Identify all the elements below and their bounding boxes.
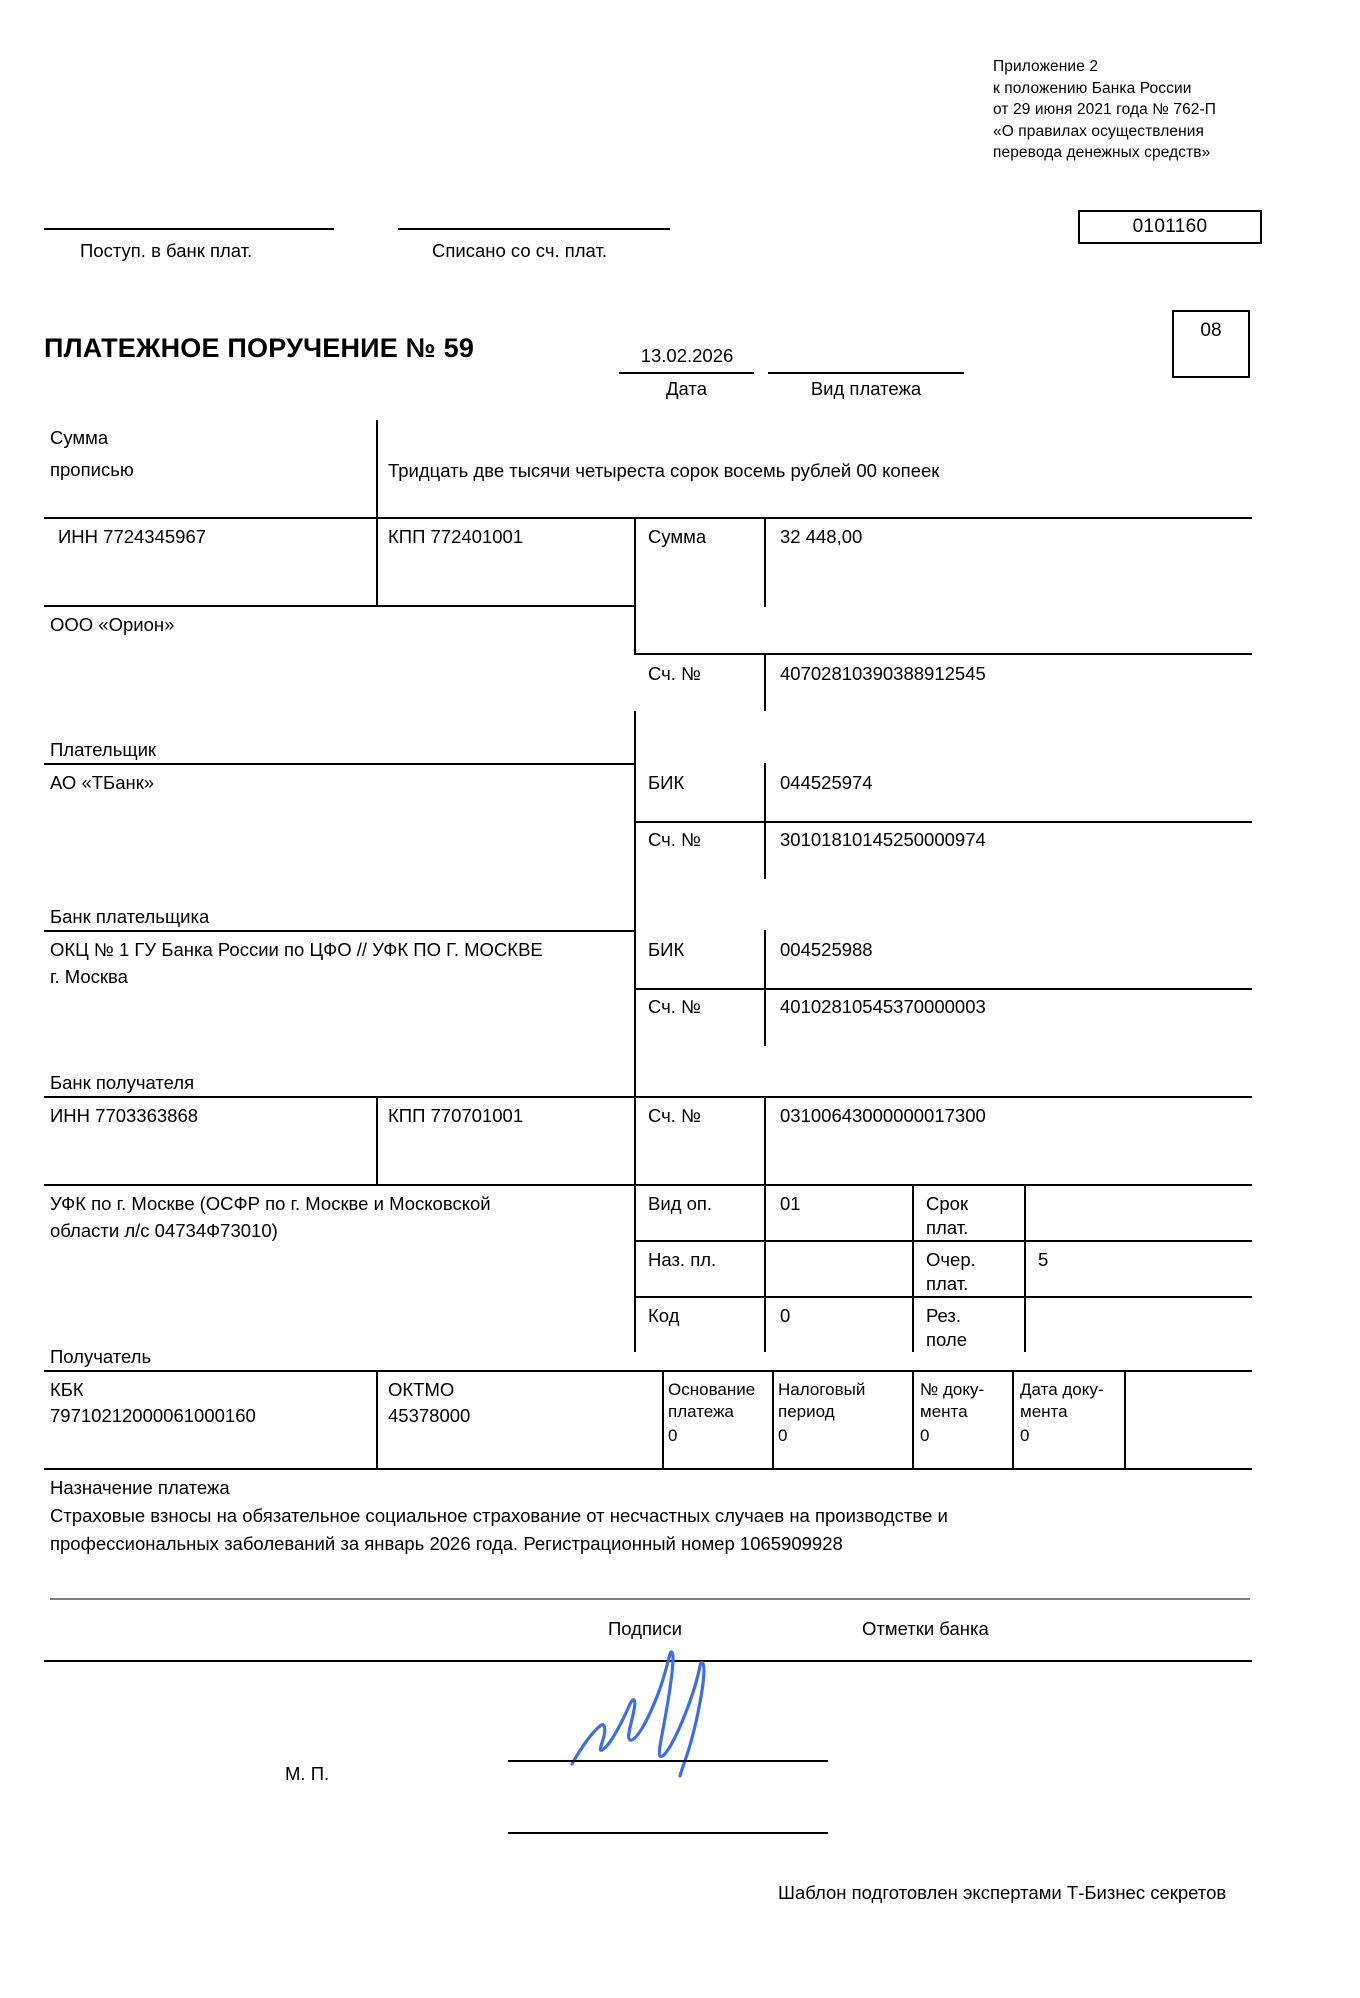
payee-section-label: Получатель [50, 1346, 152, 1367]
operation-grid-left-border [634, 1184, 636, 1352]
code-label: Код [648, 1305, 680, 1326]
regulation-line-4: «О правилах осуществления [993, 122, 1205, 140]
payee-kpp-account-divider [634, 1096, 636, 1184]
payer-bank-bic-value: 044525974 [780, 772, 873, 793]
payment-purpose-label: Назначение платежа [50, 1477, 230, 1498]
payment-kind-rule [768, 372, 964, 374]
payment-queue-value: 5 [1038, 1249, 1049, 1270]
payee-inn-kpp-divider [376, 1096, 378, 1184]
operation-grid-top-rule [634, 1184, 1252, 1186]
regulation-line-5: перевода денежных средств» [993, 144, 1211, 161]
operation-kind-label: Вид оп. [648, 1193, 713, 1214]
payer-bank-section-label: Банк плательщика [50, 906, 210, 927]
operation-term-left-divider [912, 1184, 914, 1352]
payment-purpose-code-label: Наз. пл. [648, 1249, 717, 1270]
payee-bank-bic-left-divider [634, 930, 636, 988]
payee-bank-account-divider [764, 988, 766, 1046]
period-docnum-divider [912, 1370, 914, 1468]
payee-bank-section-label: Банк получателя [50, 1072, 195, 1093]
received-in-bank-rule [44, 228, 334, 230]
amount-words-divider [376, 420, 378, 517]
operation-row2-rule-right [912, 1240, 1252, 1242]
payer-bank-account-rule [634, 821, 1252, 823]
debited-from-account-rule [398, 228, 670, 230]
payer-bank-account-label: Сч. № [648, 829, 701, 850]
payment-purpose-code-divider [764, 1240, 766, 1296]
docdate-extra-divider [1124, 1370, 1126, 1468]
document-date-label-line2: мента [1020, 1402, 1068, 1421]
signatures-label: Подписи [608, 1618, 682, 1639]
payer-section-divider [634, 711, 636, 763]
regulation-line-2: к положению Банка России [993, 79, 1192, 97]
signature-area-rule [44, 1660, 1252, 1662]
amount-label-value-divider [764, 517, 766, 607]
payer-bank-account-value: 30101810145250000974 [780, 829, 986, 850]
regulation-line-3: от 29 июня 2021 года № 762-П [993, 101, 1217, 118]
payer-bank-account-left-divider [634, 821, 636, 879]
amount-value: 32 448,00 [780, 526, 863, 547]
document-number-label-line2: мента [920, 1402, 968, 1421]
amount-words-label-line2: прописью [50, 459, 134, 480]
payer-section-rule [44, 763, 634, 765]
payee-inn: ИНН 7703363868 [50, 1105, 199, 1126]
bank-marks-label: Отметки банка [862, 1618, 989, 1639]
payment-kind-label: Вид платежа [810, 378, 922, 399]
code-value: 0 [780, 1305, 791, 1326]
docnum-docdate-divider [1012, 1370, 1014, 1468]
oktmo-basis-divider [662, 1370, 664, 1468]
reserve-field-label-line1: Рез. [926, 1305, 962, 1326]
amount-in-words-value: Тридцать две тысячи четыреста сорок восемь рублей 00 копеек [388, 460, 940, 481]
payee-name-rule [44, 1184, 634, 1186]
page-title: ПЛАТЕЖНОЕ ПОРУЧЕНИЕ № 59 [44, 333, 475, 363]
payment-queue-label-line2: плат. [926, 1273, 969, 1294]
payer-section-label: Плательщик [50, 739, 156, 760]
amount-label: Сумма [648, 526, 707, 547]
regulation-line-1: Приложение 2 [993, 58, 1099, 75]
payee-name-line2: области л/с 04734Ф73010) [50, 1220, 278, 1241]
payee-bank-bic-divider [764, 930, 766, 988]
payer-account-value: 40702810390388912545 [780, 663, 986, 684]
form-code-box: 0101160 [1078, 210, 1262, 244]
payee-bank-bic-value: 004525988 [780, 939, 873, 960]
payment-term-divider [1024, 1184, 1026, 1240]
signature-line-2 [508, 1832, 828, 1834]
basis-period-divider [772, 1370, 774, 1468]
tax-period-label-line2: период [778, 1402, 835, 1421]
payer-bank-section-divider [634, 879, 636, 930]
reserve-field-divider [1024, 1296, 1026, 1352]
payee-bank-account-rule [634, 988, 1252, 990]
payee-kpp: КПП 770701001 [388, 1105, 524, 1126]
payee-bank-section-divider [634, 1046, 636, 1096]
payee-bank-account-value: 40102810545370000003 [780, 996, 986, 1017]
payer-inn-kpp-divider [376, 517, 378, 607]
payer-bank-bic-divider [764, 763, 766, 821]
received-in-bank-label: Поступ. в банк плат. [80, 240, 253, 261]
reserve-field-label-line2: поле [926, 1329, 967, 1350]
priority-code-box: 08 [1172, 310, 1250, 378]
payment-purpose-line1: Страховые взносы на обязательное социальное страхование от несчастных случаев на производстве и [50, 1505, 948, 1526]
payee-account-value: 03100643000000017300 [780, 1105, 986, 1126]
payee-bank-account-left-divider [634, 988, 636, 1046]
document-number-value: 0 [920, 1426, 930, 1445]
operation-row3-rule-right [912, 1296, 1252, 1298]
payer-name-top-rule [44, 605, 634, 607]
payment-basis-label-line1: Основание [668, 1380, 756, 1399]
payer-kpp-amount-divider [634, 517, 636, 655]
payment-queue-divider [1024, 1240, 1026, 1296]
payer-account-divider [764, 653, 766, 711]
debited-from-account-label: Списано со сч. плат. [432, 240, 608, 261]
payee-bank-section-rule [44, 1096, 1252, 1098]
operation-kind-value: 01 [780, 1193, 801, 1214]
document-date-value: 0 [1020, 1426, 1030, 1445]
footer-top-rule [50, 1598, 1250, 1600]
payer-bank-bic-label: БИК [648, 772, 685, 793]
payment-basis-value: 0 [668, 1426, 678, 1445]
kbk-oktmo-divider [376, 1370, 378, 1468]
oktmo-value: 45378000 [388, 1405, 471, 1426]
signature-line-1 [508, 1760, 828, 1762]
payer-account-top-rule [634, 653, 1252, 655]
amount-words-label-line1: Сумма [50, 427, 109, 448]
payee-account-label: Сч. № [648, 1105, 701, 1126]
date-label: Дата [666, 378, 707, 399]
date-rule [619, 372, 754, 374]
payment-term-label-line2: плат. [926, 1217, 969, 1238]
payee-bank-account-label: Сч. № [648, 996, 701, 1017]
payment-purpose-line2: профессиональных заболеваний за январь 2026 года. Регистрационный номер 1065909928 [50, 1533, 843, 1554]
payer-inn: ИНН 7724345967 [58, 526, 207, 547]
payee-bank-name-line1: ОКЦ № 1 ГУ Банка России по ЦФО // УФК ПО Г. МОСКВЕ [50, 939, 543, 960]
code-divider [764, 1296, 766, 1352]
document-number-label-line1: № доку- [920, 1380, 985, 1399]
payer-bank-account-divider [764, 821, 766, 879]
payee-bank-name-line2: г. Москва [50, 966, 128, 987]
payer-bank-bic-left-divider [634, 763, 636, 821]
amount-row-top-rule [44, 517, 1252, 519]
payer-account-label: Сч. № [648, 663, 701, 684]
oktmo-label: ОКТМО [388, 1379, 455, 1400]
operation-kind-divider [764, 1184, 766, 1240]
tax-period-value: 0 [778, 1426, 788, 1445]
payee-bank-bic-label: БИК [648, 939, 685, 960]
tax-period-label-line1: Налоговый [778, 1380, 866, 1399]
payer-bank-name: АО «ТБанк» [50, 772, 155, 793]
regulation-reference-note [993, 56, 1323, 164]
stamp-place-label: М. П. [285, 1763, 330, 1784]
payment-basis-label-line2: платежа [668, 1402, 734, 1421]
kbk-value: 79710212000061000160 [50, 1405, 256, 1426]
payer-kpp: КПП 772401001 [388, 526, 524, 547]
tax-block-top-rule [44, 1370, 1252, 1372]
payment-term-label-line1: Срок [926, 1193, 969, 1214]
payee-account-divider [764, 1096, 766, 1184]
operation-row3-rule-left [634, 1296, 912, 1298]
kbk-label: КБК [50, 1379, 84, 1400]
operation-row2-rule-left [634, 1240, 912, 1242]
payer-name: ООО «Орион» [50, 614, 175, 635]
payment-queue-label-line1: Очер. [926, 1249, 976, 1270]
template-credit-note: Шаблон подготовлен экспертами Т-Бизнес секретов [778, 1882, 1227, 1903]
payee-name-line1: УФК по г. Москве (ОСФР по г. Москве и Московской [50, 1193, 491, 1214]
payer-bank-section-rule [44, 930, 634, 932]
purpose-top-rule [44, 1468, 1252, 1470]
document-date-label-line1: Дата доку- [1020, 1380, 1104, 1399]
document-date-value: 13.02.2026 [640, 345, 734, 366]
